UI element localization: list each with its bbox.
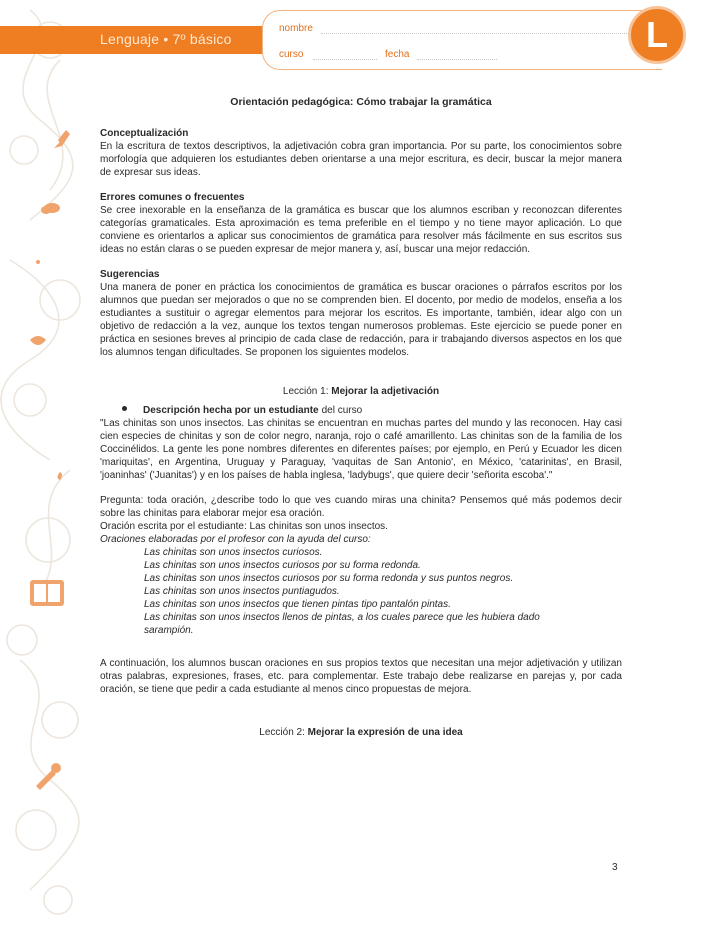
date-label: fecha bbox=[385, 49, 410, 60]
course-field[interactable] bbox=[313, 59, 377, 60]
subject-badge: L bbox=[628, 6, 686, 64]
page-title: Orientación pedagógica: Cómo trabajar la gramática bbox=[230, 96, 492, 108]
student-description-quote: "Las chinitas son unos insectos. Las chinitas se encuentran en muchas partes del mundo y las reconocen. Hay casi cien especies de chinitas y son de color negro, naranja, rojo o café amarillento. Las chinitas son de la familia de los Coccinélidos. La gente les pone nombres diferentes en diferentes países; por ejemplo, en Perú y Ecuador les dicen 'mariquitas', en Argentina, Uruguay y Paraguay, 'vaquitas de San Antonio', en México, 'catarinitas', en Brasil, 'joaninhas' ('Juanitas') y en los países de habla inglesa, 'ladybugs', que quiere decir 'señorita escoba'." bbox=[100, 418, 622, 481]
example-sentence: Las chinitas son unos insectos curiosos por su forma redonda y sus puntos negros. bbox=[144, 573, 514, 584]
example-sentence: Las chinitas son unos insectos llenos de pintas, a los cuales parece que les hubiera dado sarampión. bbox=[144, 612, 540, 636]
question-text: Pregunta: toda oración, ¿describe todo lo que ves cuando miras una chinita? Pensemos qué más podemos decir sobre las chinitas para elaborar mejor esa oración. bbox=[100, 495, 622, 519]
example-sentence: Las chinitas son unos insectos puntiagudos. bbox=[144, 586, 340, 597]
header-subject: Lenguaje • 7º básico bbox=[100, 31, 232, 47]
course-label: curso bbox=[279, 49, 304, 60]
example-sentence: Las chinitas son unos insectos curiosos por su forma redonda. bbox=[144, 560, 421, 571]
microphone-icon bbox=[36, 770, 56, 790]
speech-bubble-icon bbox=[30, 336, 46, 345]
teacher-sentences-intro: Oraciones elaboradas por el profesor con la ayuda del curso: bbox=[100, 534, 371, 545]
section-heading: Sugerencias bbox=[100, 269, 160, 280]
lesson-2-title: Lección 2: Mejorar la expresión de una idea bbox=[259, 727, 463, 738]
lesson-1-title: Lección 1: Mejorar la adjetivación bbox=[282, 386, 440, 397]
name-field[interactable] bbox=[321, 33, 641, 34]
lesson-1-bullet: Descripción hecha por un estudiante del curso bbox=[100, 404, 622, 417]
section-paragraph: Se cree inexorable en la enseñanza de la gramática es buscar que los alumnos escriban y reconozcan diferentes categorías gramaticales. Esta aproximación es tema preferible en el tiempo y no tiene mayor aplicación. Lo que conviene es orientarlos a aplicar sus conocimientos de gramática para resolver más fácilmente en sus escritos sus ideas no están claras o se pueden expresar de mejor manera y, así, buscar una mejor redacción. bbox=[100, 205, 622, 255]
section-heading: Errores comunes o frecuentes bbox=[100, 192, 245, 203]
section-paragraph: En la escritura de textos descriptivos, la adjetivación cobra gran importancia. Por su parte, los conocimientos sobre morfología que adquieren los estudiantes deben orientarse a una mejor escritura, es decir, buscar la mejor manera de expresar sus ideas. bbox=[100, 141, 622, 178]
section-heading: Conceptualización bbox=[100, 128, 189, 139]
decorative-margin bbox=[0, 0, 92, 933]
page-number: 3 bbox=[612, 862, 618, 873]
document-body bbox=[100, 96, 622, 739]
example-sentence: Las chinitas son unos insectos que tienen pintas tipo pantalón pintas. bbox=[144, 599, 451, 610]
closing-paragraph: A continuación, los alumnos buscan oraciones en sus propios textos que necesitan una mejor adjetivación y utilizan otras palabras, expresiones, frases, etc. para complementar. Este trabajo debe realizarse en parejas y, por cada oración, se tiene que pedir a cada estudiante al menos cinco propuestas de mejora. bbox=[100, 658, 622, 695]
section-paragraph: Una manera de poner en práctica los conocimientos de gramática es buscar oraciones o párrafos escritos por los alumnos que puedan ser mejorados o que no se comprenden bien. El docento, por medio de modelos, enseña a los estudiantes a sustituir o agregar elementos para mejorar los escritos. Es importante, también, idear algo con un objetivo de redacción a la vez, aunque los textos tengan numerosos problemas. Este ejercicio se puede poner en práctica en sesiones breves al principio de cada clase de redacción, para ir trabajando diversos aspectos en los que los alumnos tengan dificultades. Se proponen los siguientes modelos. bbox=[100, 282, 622, 358]
date-field[interactable] bbox=[417, 59, 497, 60]
example-sentence: Las chinitas son unos insectos curiosos. bbox=[144, 547, 323, 558]
student-sentence: Oración escrita por el estudiante: Las chinitas son unos insectos. bbox=[100, 521, 388, 532]
student-info-form bbox=[262, 10, 662, 70]
name-label: nombre bbox=[279, 23, 313, 34]
bullet-icon bbox=[122, 406, 127, 411]
